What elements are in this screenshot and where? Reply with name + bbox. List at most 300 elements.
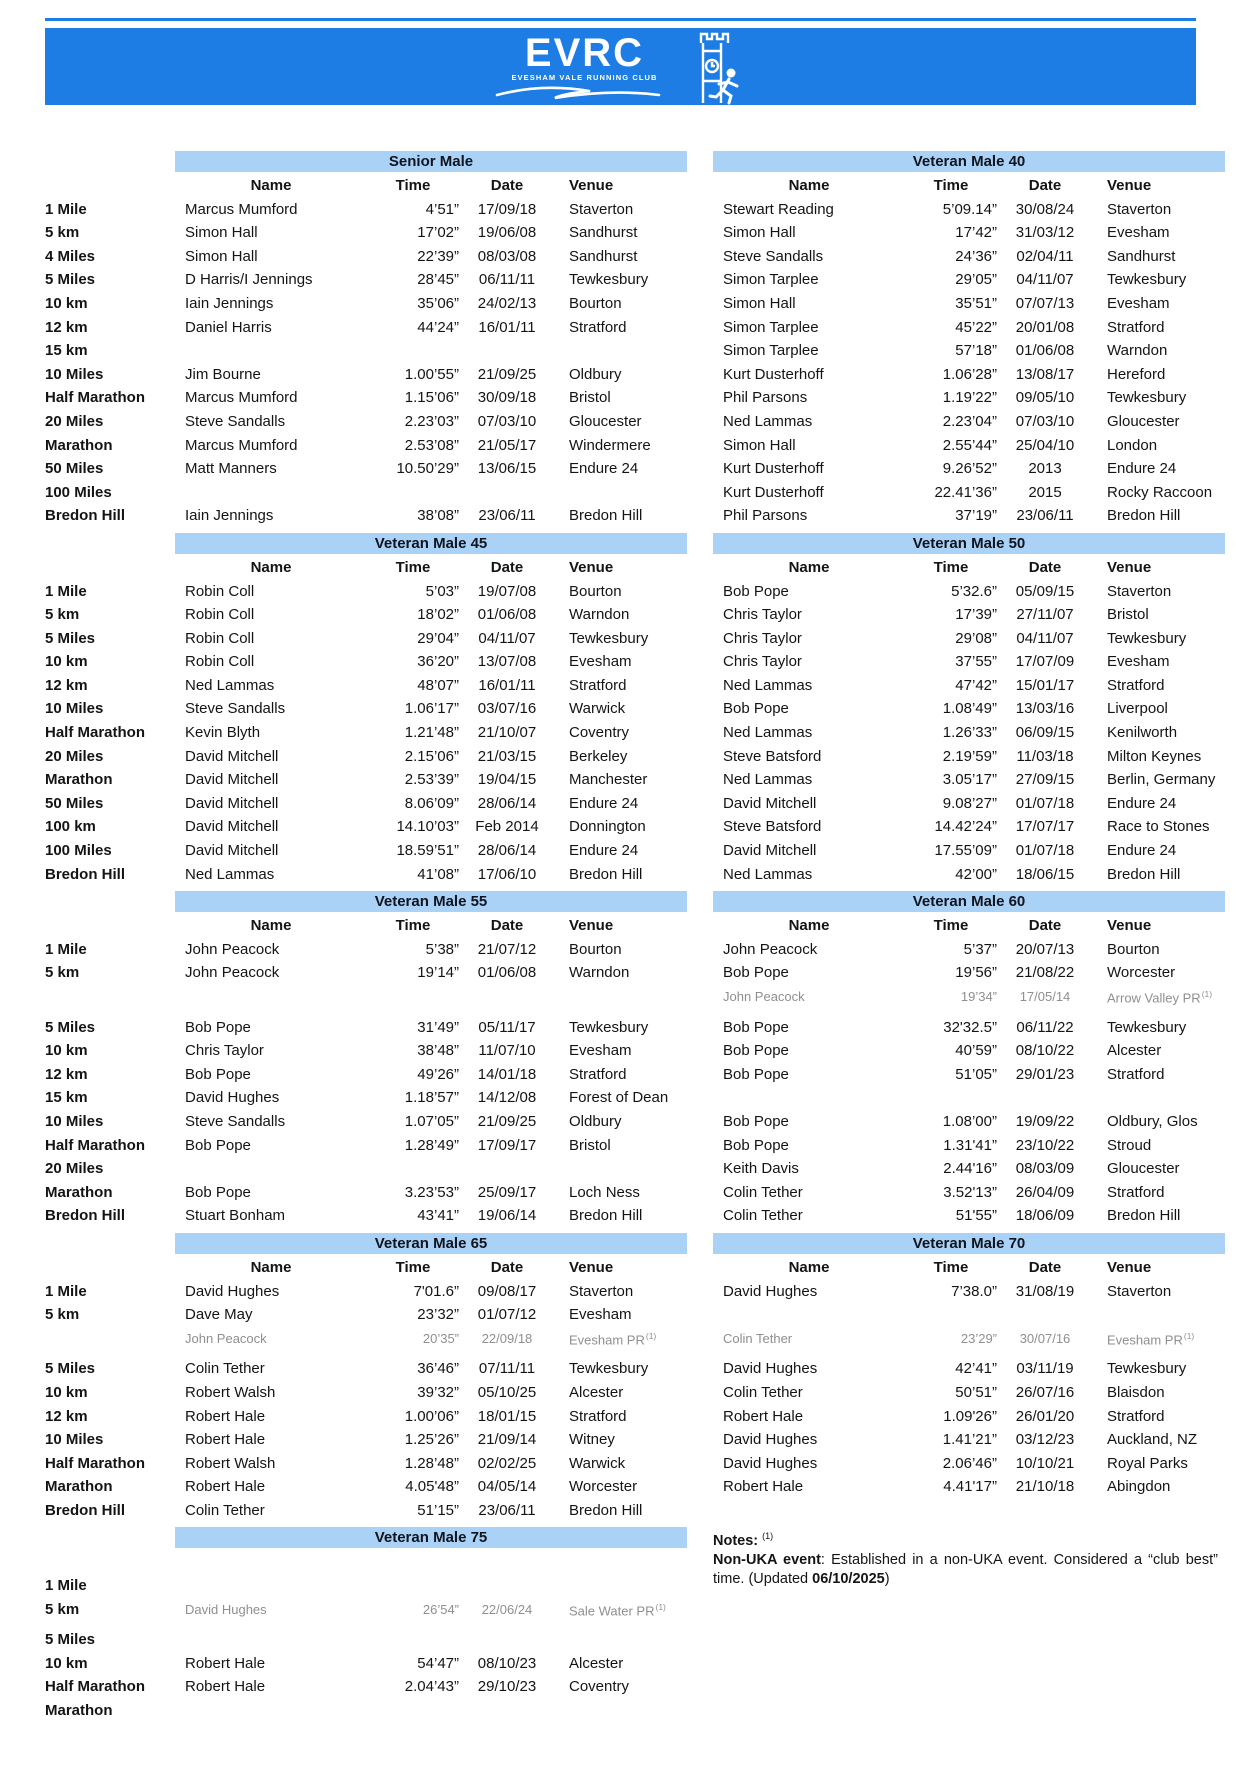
record-time: 42’00”: [955, 865, 997, 883]
record-time: 14.42’24”: [934, 818, 997, 836]
record-time: 23’32”: [417, 1306, 459, 1324]
record-date: 04/11/07: [478, 629, 536, 647]
event-label: 5 km: [45, 606, 80, 624]
record-time: 29’05”: [955, 271, 997, 289]
record-venue: Gloucester: [1107, 412, 1180, 430]
record-venue: Tewkesbury: [569, 271, 649, 289]
record-row: [45, 1327, 1241, 1351]
event-label: 10 km: [45, 294, 88, 312]
record-name: Kurt Dusterhoff: [723, 460, 824, 478]
record-time: 1.21’48”: [404, 724, 459, 742]
swoosh-icon: [495, 82, 675, 100]
record-time: 2.44'16”: [943, 1160, 997, 1178]
event-label: 10 km: [45, 1654, 88, 1672]
record-date: 21/10/18: [1015, 1478, 1075, 1496]
record-name: Bob Pope: [723, 1042, 789, 1060]
record-row: [45, 1675, 1241, 1699]
event-label: 10 km: [45, 1042, 88, 1060]
record-name: David Mitchell: [185, 747, 279, 765]
record-venue: Forest of Dean: [569, 1089, 669, 1107]
record-date: 15/01/17: [1015, 676, 1075, 694]
record-venue: Warndon: [1107, 342, 1168, 360]
record-date: 05/10/25: [477, 1383, 537, 1401]
section-title-bar: [713, 891, 1225, 912]
record-venue: Stratford: [569, 318, 627, 336]
record-time: 2.23’04”: [942, 412, 997, 430]
record-date: 22/06/24: [481, 1601, 533, 1617]
record-venue: Evesham: [569, 1042, 632, 1060]
record-row: [45, 1652, 1241, 1676]
record-date: 27/09/15: [1015, 771, 1075, 789]
record-name: Simon Hall: [185, 247, 258, 265]
section-title-bar: [175, 1233, 687, 1254]
record-venue: Alcester: [569, 1383, 624, 1401]
record-time: 7'01.6”: [413, 1282, 459, 1300]
column-header-time: Time: [933, 1258, 969, 1276]
record-venue: Bredon Hill: [569, 865, 643, 883]
record-row: [45, 721, 1241, 745]
record-venue: Coventry: [569, 724, 630, 742]
record-venue: Tewkesbury: [569, 629, 649, 647]
record-name: Steve Sandalls: [185, 1112, 286, 1130]
column-header-date: Date: [490, 1258, 524, 1276]
record-venue: Coventry: [569, 1678, 630, 1696]
record-time: 1.15’06”: [404, 389, 459, 407]
record-name: Ned Lammas: [185, 676, 275, 694]
record-row: [45, 815, 1241, 839]
record-time: 2.06’46”: [942, 1454, 997, 1472]
record-date: 19/07/08: [477, 582, 537, 600]
record-venue: Stroud: [1107, 1136, 1152, 1154]
record-row: [45, 650, 1241, 674]
record-name: Chris Taylor: [723, 629, 802, 647]
record-name: John Peacock: [185, 1330, 267, 1346]
record-venue: Bredon Hill: [1107, 865, 1181, 883]
record-venue: Staverton: [1107, 582, 1172, 600]
record-time: 22.41’36”: [934, 483, 997, 501]
record-time: 9.26’52”: [942, 460, 997, 478]
record-time: 47’42”: [955, 676, 997, 694]
record-time: 3.52'13”: [943, 1183, 997, 1201]
record-row: [45, 603, 1241, 627]
record-name: Robin Coll: [185, 606, 255, 624]
record-venue: Liverpool: [1107, 700, 1168, 718]
record-time: 9.08’27”: [942, 794, 997, 812]
record-venue: Warwick: [569, 1454, 626, 1472]
event-label: 12 km: [45, 318, 88, 336]
records-block: [45, 1233, 1241, 1523]
record-date: 13/07/08: [477, 653, 537, 671]
record-venue: Bristol: [569, 1136, 611, 1154]
record-name: David Mitchell: [185, 818, 279, 836]
record-venue: Hereford: [1107, 365, 1166, 383]
record-row: [45, 434, 1241, 458]
event-label: 10 Miles: [45, 1431, 104, 1449]
record-time: 43’41”: [417, 1207, 459, 1225]
record-row: [45, 839, 1241, 863]
record-venue: Sandhurst: [1107, 247, 1176, 265]
record-date: 07/11/11: [478, 1360, 536, 1378]
record-venue: Endure 24: [1107, 842, 1177, 860]
record-name: Chris Taylor: [723, 653, 802, 671]
record-row: [45, 268, 1241, 292]
event-label: 5 km: [45, 1600, 80, 1618]
record-name: Simon Tarplee: [723, 271, 819, 289]
record-time: 17’39”: [955, 606, 997, 624]
record-time: 36’20”: [417, 653, 459, 671]
record-date: 18/06/09: [1015, 1207, 1075, 1225]
record-date: 17/07/09: [1015, 653, 1075, 671]
record-time: 37’55”: [955, 653, 997, 671]
event-label: Bredon Hill: [45, 1501, 126, 1519]
record-name: David Mitchell: [185, 771, 279, 789]
record-time: 38’48”: [417, 1042, 459, 1060]
record-name: Colin Tether: [723, 1330, 793, 1346]
record-name: Steve Sandalls: [723, 247, 824, 265]
record-row: [45, 1405, 1241, 1429]
event-label: 15 km: [45, 1089, 88, 1107]
record-date: 02/02/25: [477, 1454, 537, 1472]
record-time: 4’51”: [425, 200, 459, 218]
club-logo-acronym: EVRC: [524, 30, 645, 75]
record-row: [45, 1381, 1241, 1405]
column-header-date: Date: [1028, 1258, 1062, 1276]
record-row: [45, 674, 1241, 698]
record-row: [45, 1086, 1241, 1110]
record-date: 01/06/08: [1015, 342, 1075, 360]
club-logo-name: EVESHAM VALE RUNNING CLUB: [511, 72, 658, 82]
record-name: Robert Hale: [185, 1407, 266, 1425]
record-venue: Evesham: [1107, 653, 1170, 671]
record-name: Simon Tarplee: [723, 342, 819, 360]
record-name: Phil Parsons: [723, 507, 808, 525]
event-label: 12 km: [45, 1407, 88, 1425]
record-time: 20’35”: [422, 1330, 459, 1346]
record-venue: Gloucester: [1107, 1160, 1180, 1178]
record-name: Robert Walsh: [185, 1383, 276, 1401]
record-venue: Staverton: [569, 1282, 634, 1300]
event-label: Marathon: [45, 1183, 113, 1201]
notes-updated-date: 06/10/2025: [812, 1571, 885, 1588]
record-venue: Worcester: [1107, 964, 1176, 982]
notes-heading: Notes:: [713, 1533, 759, 1550]
record-time: 14.10’03”: [396, 818, 459, 836]
record-name: Robert Hale: [185, 1478, 266, 1496]
section-title-row: [45, 151, 1241, 172]
record-date: 03/12/23: [1015, 1431, 1075, 1449]
record-name: Bob Pope: [185, 1065, 251, 1083]
record-time: 24’36”: [955, 247, 997, 265]
record-venue: Tewkesbury: [1107, 271, 1187, 289]
event-label: 20 Miles: [45, 412, 104, 430]
record-time: 4.05'48”: [405, 1478, 459, 1496]
record-venue: Auckland, NZ: [1107, 1431, 1198, 1449]
event-label: 1 Mile: [45, 582, 87, 600]
event-label: 5 km: [45, 224, 80, 242]
record-date: 05/09/15: [1015, 582, 1075, 600]
record-time: 42’41”: [955, 1360, 997, 1378]
record-row: [45, 1428, 1241, 1452]
record-time: 40’59”: [955, 1042, 997, 1060]
record-name: Marcus Mumford: [185, 389, 298, 407]
record-name: Stuart Bonham: [185, 1207, 286, 1225]
tower-runner-icon: [681, 29, 747, 105]
event-label: 5 Miles: [45, 1018, 96, 1036]
record-name: Colin Tether: [185, 1360, 265, 1378]
record-date: 01/07/18: [1015, 842, 1075, 860]
record-venue: Tewkesbury: [569, 1018, 649, 1036]
record-time: 5’03”: [425, 582, 459, 600]
records-block: [45, 1527, 1241, 1722]
record-date: 09/05/10: [1015, 389, 1075, 407]
record-time: 17.55’09”: [934, 842, 997, 860]
record-venue: Stratford: [569, 1065, 627, 1083]
record-row: [45, 504, 1241, 528]
record-row: [45, 792, 1241, 816]
records-block: [45, 533, 1241, 886]
record-name: Bob Pope: [723, 700, 789, 718]
column-header-venue: Venue: [569, 917, 614, 935]
record-venue: Rocky Raccoon: [1107, 483, 1213, 501]
record-name: Kurt Dusterhoff: [723, 483, 824, 501]
record-time: 29’08”: [955, 629, 997, 647]
notes-heading-line: [713, 1527, 1218, 1551]
footnote-ref: (1): [1201, 989, 1213, 1000]
column-header-venue: Venue: [1107, 558, 1152, 576]
event-label: Bredon Hill: [45, 507, 126, 525]
record-name: Bob Pope: [723, 1136, 789, 1154]
record-venue: Tewkesbury: [1107, 389, 1187, 407]
record-name: Bob Pope: [185, 1018, 251, 1036]
record-date: 13/08/17: [1015, 365, 1075, 383]
record-venue: Staverton: [1107, 1282, 1172, 1300]
record-venue: Stratford: [1107, 318, 1165, 336]
record-row: [45, 768, 1241, 792]
record-venue: Endure 24: [569, 794, 639, 812]
record-name: Chris Taylor: [185, 1042, 264, 1060]
event-label: 15 km: [45, 342, 88, 360]
record-venue: Bredon Hill: [569, 1501, 643, 1519]
column-header-name: Name: [250, 1258, 292, 1276]
record-venue: Worcester: [569, 1478, 638, 1496]
record-date: 28/06/14: [477, 794, 537, 812]
record-date: 2013: [1028, 460, 1062, 478]
column-header-name: Name: [788, 558, 830, 576]
record-name: Keith Davis: [723, 1160, 799, 1178]
record-venue: Endure 24: [1107, 794, 1177, 812]
event-label: Marathon: [45, 1702, 113, 1720]
record-date: 23/10/22: [1015, 1136, 1075, 1154]
column-header-time: Time: [395, 177, 431, 194]
column-header-time: Time: [395, 1258, 431, 1276]
event-label: 20 Miles: [45, 1160, 104, 1178]
record-venue: Sandhurst: [569, 224, 638, 242]
record-name: Marcus Mumford: [185, 200, 298, 218]
record-time: 2.23’03”: [404, 412, 459, 430]
column-header-row: [45, 556, 1241, 580]
column-header-time: Time: [395, 558, 431, 576]
section-title-bar: [713, 1233, 1225, 1254]
event-label: 100 Miles: [45, 483, 112, 501]
record-name: Colin Tether: [185, 1501, 265, 1519]
record-date: 04/11/07: [1016, 629, 1074, 647]
event-label: 5 Miles: [45, 1631, 96, 1649]
record-date: 17/06/10: [477, 865, 537, 883]
column-header-time: Time: [933, 177, 969, 194]
record-time: 18’02”: [417, 606, 459, 624]
record-time: 1.19’22”: [942, 389, 997, 407]
record-time: 1.28’48”: [404, 1454, 459, 1472]
record-time: 1.06’28”: [942, 365, 997, 383]
record-time: 39’32”: [417, 1383, 459, 1401]
record-name: Bob Pope: [723, 582, 789, 600]
record-date: 13/03/16: [1015, 700, 1075, 718]
record-time: 8.06’09”: [404, 794, 459, 812]
record-venue: Sandhurst: [569, 247, 638, 265]
record-name: Colin Tether: [723, 1207, 803, 1225]
record-date: 14/01/18: [477, 1065, 537, 1083]
record-time: 50’51”: [955, 1383, 997, 1401]
record-time: 1.07’05”: [404, 1112, 459, 1130]
event-label: Half Marathon: [45, 1678, 146, 1696]
event-label: 5 Miles: [45, 629, 96, 647]
record-row: [45, 1628, 1241, 1652]
record-date: 09/08/17: [477, 1282, 537, 1300]
record-name: Iain Jennings: [185, 507, 274, 525]
record-date: 16/01/11: [478, 318, 536, 336]
record-name: Robert Hale: [723, 1407, 804, 1425]
record-name: Ned Lammas: [723, 865, 813, 883]
record-date: 19/04/15: [477, 771, 537, 789]
event-label: 5 Miles: [45, 271, 96, 289]
column-header-name: Name: [250, 558, 292, 576]
record-name: Marcus Mumford: [185, 436, 298, 454]
record-time: 2.04’43”: [404, 1678, 459, 1696]
record-venue: Tewkesbury: [1107, 1360, 1187, 1378]
record-row: [45, 1598, 1241, 1622]
record-date: 23/06/11: [478, 507, 536, 525]
record-venue: Bristol: [1107, 606, 1149, 624]
event-label: 10 Miles: [45, 700, 104, 718]
column-header-time: Time: [395, 917, 431, 935]
record-date: 07/03/10: [1015, 412, 1075, 430]
record-time: 3.23’53”: [404, 1183, 459, 1201]
event-label: 10 Miles: [45, 1112, 104, 1130]
record-name: David Mitchell: [723, 794, 817, 812]
record-name: Robert Hale: [185, 1678, 266, 1696]
record-date: 28/06/14: [477, 842, 537, 860]
record-date: 01/07/12: [477, 1306, 537, 1324]
record-time: 1.26’33”: [942, 724, 997, 742]
record-date: 07/03/10: [477, 412, 537, 430]
record-name: Bob Pope: [723, 1065, 789, 1083]
record-name: Ned Lammas: [723, 676, 813, 694]
notes-footnote-marker: (1): [762, 1531, 774, 1542]
record-time: 1.41’21”: [942, 1431, 997, 1449]
record-date: 21/09/14: [477, 1431, 537, 1449]
event-label: Half Marathon: [45, 389, 146, 407]
record-date: 07/07/13: [1015, 294, 1075, 312]
record-time: 37’19”: [955, 507, 997, 525]
record-date: 23/06/11: [1016, 507, 1074, 525]
record-time: 29’04”: [417, 629, 459, 647]
record-name: Kevin Blyth: [185, 724, 261, 742]
records-content: [45, 151, 1241, 1723]
record-venue: Kenilworth: [1107, 724, 1178, 742]
column-header-date: Date: [490, 917, 524, 935]
event-label: 12 km: [45, 676, 88, 694]
record-time: 28’45”: [417, 271, 459, 289]
event-label: 12 km: [45, 1065, 88, 1083]
record-row: [45, 339, 1241, 363]
event-label: 4 Miles: [45, 247, 96, 265]
record-name: Robin Coll: [185, 653, 255, 671]
record-name: Robin Coll: [185, 582, 255, 600]
record-name: Bob Pope: [723, 1018, 789, 1036]
record-date: 19/09/22: [1015, 1112, 1075, 1130]
section-title-bar: [175, 151, 687, 172]
record-time: 1.25’26”: [404, 1431, 459, 1449]
record-date: 17/05/14: [1019, 989, 1071, 1004]
record-name: Bob Pope: [185, 1136, 251, 1154]
record-name: Steve Sandalls: [185, 700, 286, 718]
record-time: 18.59’51”: [396, 842, 459, 860]
record-name: D Harris/I Jennings: [185, 271, 313, 289]
record-name: Jim Bourne: [185, 365, 261, 383]
section-title: Veteran Male 65: [374, 1234, 488, 1252]
record-time: 2.53’39”: [404, 771, 459, 789]
record-name: Simon Tarplee: [723, 318, 819, 336]
record-venue: Blaisdon: [1107, 1383, 1165, 1401]
record-date: 30/09/18: [477, 389, 537, 407]
section-title: Veteran Male 50: [912, 534, 1026, 552]
event-label: 1 Mile: [45, 1577, 87, 1595]
event-label: 20 Miles: [45, 747, 104, 765]
record-row: [45, 1110, 1241, 1134]
record-name: Simon Hall: [723, 224, 796, 242]
record-name: Colin Tether: [723, 1383, 803, 1401]
record-row: [45, 1039, 1241, 1063]
record-name: Iain Jennings: [185, 294, 274, 312]
record-date: 08/10/22: [1015, 1042, 1075, 1060]
record-date: 25/09/17: [477, 1183, 537, 1201]
club-records-page: [0, 18, 1241, 1773]
record-venue: Endure 24: [1107, 460, 1177, 478]
record-time: 51'55”: [955, 1207, 997, 1225]
event-label: 1 Mile: [45, 200, 87, 218]
section-title-bar: [175, 1527, 687, 1548]
record-name: Robert Hale: [723, 1478, 804, 1496]
record-venue: Oldbury: [569, 1112, 622, 1130]
record-time: 1.00’55”: [404, 365, 459, 383]
record-time: 5’38”: [425, 940, 459, 958]
record-venue: Bourton: [569, 582, 622, 600]
record-name: David Mitchell: [185, 842, 279, 860]
record-time: 2.53’08”: [404, 436, 459, 454]
column-header-time: Time: [933, 917, 969, 935]
event-label: Marathon: [45, 436, 113, 454]
record-date: 03/07/16: [477, 700, 537, 718]
column-header-row: [45, 1256, 1241, 1280]
record-time: 17’02”: [417, 224, 459, 242]
record-venue: Bourton: [569, 940, 622, 958]
record-time: 2.15’06”: [404, 747, 459, 765]
record-time: 48’07”: [417, 676, 459, 694]
record-row: [45, 961, 1241, 985]
section-title: Senior Male: [388, 153, 474, 170]
record-name: Robin Coll: [185, 629, 255, 647]
record-venue: Bredon Hill: [1107, 1207, 1181, 1225]
